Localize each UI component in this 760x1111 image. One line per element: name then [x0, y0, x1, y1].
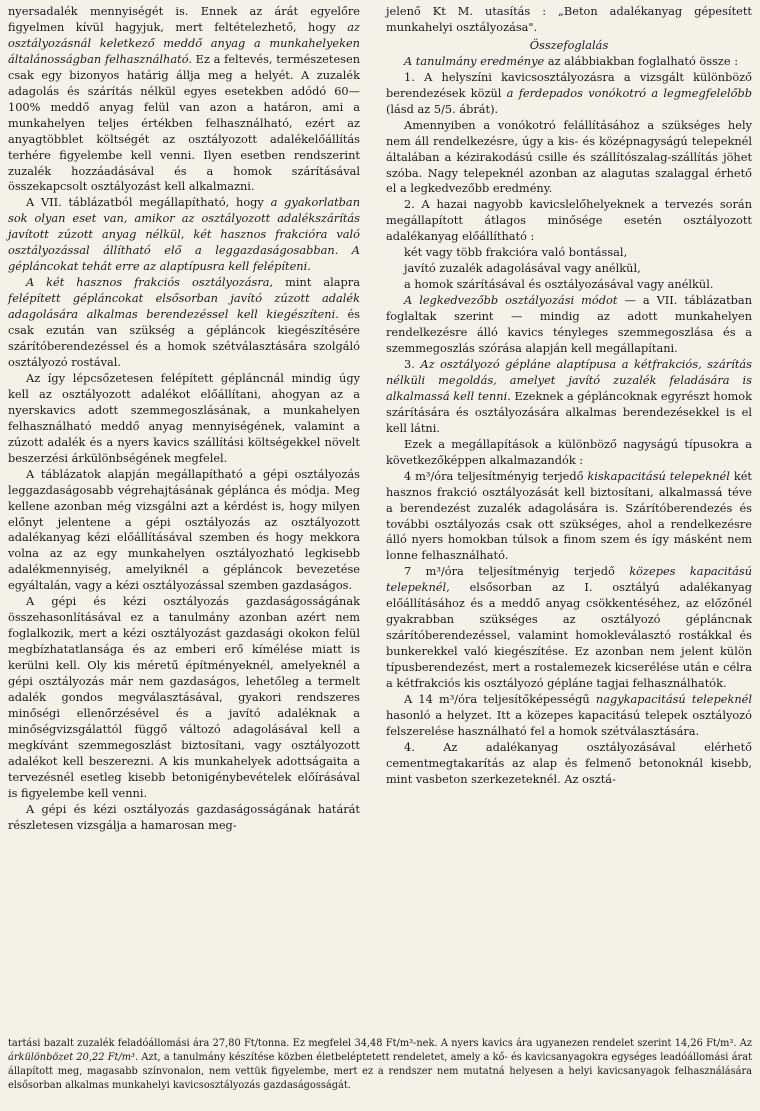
- text-run: (lásd az 5/5. ábrát).: [386, 101, 499, 116]
- paragraph: [386, 357, 752, 437]
- paragraph: [386, 564, 752, 692]
- emphasis-text: felépített gépláncokat elsősorban javító zúzott adalék adagolására alkalmas berendezéssel kell kiegészíteni.: [8, 291, 360, 322]
- text-run: Ez a feltevés, természetesen csak egy bizonyos határig állja meg a helyét. A zuzalék adagolás és szárítás nélkül egyes esetekben adódó 60—100% meddő anyag felül van azon a határon, ami a munkahelyen teljes értékben felhasználható, ezért az anyagtöbblet költségét az osztályozott adalékelőállítás terhére figyelembe kell venni. Ilyen esetben rendszerint zuzalék hozzáadásával és a homok szárításával összekapcsolt osztályozást kell alkalmazni.: [8, 51, 361, 194]
- paragraph: A táblázatok alapján megállapítható a gépi osztályozás leggazdaságosabb végrehajtásának gépláncа és módja. Meg kellene azonban még vizsgálni azt a kérdést is, hogy milyen előnyt jelentene a gépi osztályozás az osztályozott adalékanyag kézi előállításával szemben és hogy mekkora volna az az egy munkahelyen osztályozható legkisebb adalékmennyiség, amelyiknél a gépláncok bevezetése egyáltalán, vagy a kézi osztályozással szemben gazdaságos.: [8, 466, 360, 593]
- section-heading: [386, 38, 752, 54]
- emphasis-text: a ferdepados vonókotró a legmegfelelőbb: [506, 85, 752, 100]
- text-run: tartási bazalt zuzalék feladóállomási ára 27,80 Ft/tonna. Ez megfelel 34,48 Ft/m³-nek. A nyers kavics ára ugyanezen rendelet szerint 14,26 Ft/m³. Az: [8, 1038, 752, 1049]
- emphasis-text: közepes kapacitású telepeknél,: [386, 564, 753, 595]
- text-run: 7 m³/óra teljesítményig terjedő: [404, 564, 615, 579]
- paragraph: [386, 54, 752, 70]
- paragraph: Ezek a megállapítások a különböző nagyságú típusokra a következőképpen alkalmazandók :: [386, 436, 752, 467]
- emphasis-text: A két hasznos frakciós osztályozásra,: [26, 275, 274, 290]
- paragraph: [386, 692, 752, 740]
- paragraph: 2. A hazai nagyobb kavicslelőhelyeknek a tervezés során megállapított átlagos minősége esetén osztályozott adalékanyag előállítható :: [386, 197, 752, 244]
- paragraph: A gépi és kézi osztályozás gazdaságosságának összehasonlításával ez a tanulmány azonban azért nem foglalkozik, mert a kézi osztályozást gazdasági okokon felül megbízhatatlansága és az emberi erő kímélése miatt is kerülni kell. Oly kis méretű építményeknél, amelyeknél a gépi osztályozás már nem gazdaságos, lehetőleg a termelt adalék gondos megválasztásával, gyakori rendszeres minőségi ellenőrzésével és a javító adaléknak a minőségvizsgálattól függő változó adagolásával kell a megkívánt szemmegoszlást biztosítani, vagy osztályozott adalékot kell beszerezni. A kis munkahelyek adottságaita a tervezésnél esetleg kisebb betonigénybevételek előírásával is figyelembe kell venni.: [8, 594, 360, 800]
- paragraph: jelenő Kt M. utasítás : „Beton adalékanyag gépesített munkahelyi osztályozása".: [386, 4, 752, 34]
- right-column: [386, 4, 752, 788]
- paragraph: [386, 469, 752, 565]
- emphasis-text: A legkedvezőbb osztályozási módot: [404, 293, 618, 308]
- list-item: a homok szárításával és osztályozásával vagy anélkül.: [404, 277, 714, 292]
- paragraph: [8, 4, 360, 195]
- emphasis-text: nagykapacitású telepeknél: [595, 691, 752, 706]
- emphasis-text: kiskapacitású telepeknél: [587, 468, 730, 483]
- list-item: két vagy több frakcióra való bontással,: [404, 245, 628, 260]
- text-run: nyersadalék mennyiségét is. Ennek az árát egyelőre figyelmen kívül hagyjuk, mert feltételezhető, hogy: [8, 4, 360, 34]
- emphasis-text: Az osztályozó gépláne alaptípusa a kétfrakciós, szárítás nélküli megoldás, amelyet javító zuzalék feladására is alkalmassá kell tenni.: [386, 356, 752, 403]
- left-column: [8, 4, 360, 834]
- text-run: mint alapra: [285, 275, 360, 290]
- text-run: A VII. táblázatból megállapítható, hogy: [26, 195, 264, 210]
- text-run: 3.: [404, 356, 415, 371]
- text-run: hasonló a helyzet. Itt a közepes kapacitású telepek osztályozó felszerelése használható fel a homok szétválasztására.: [386, 707, 752, 738]
- paragraph: [8, 195, 360, 275]
- text-run: elsősorban az I. osztályú adalékanyag előállításához és a meddő anyag csökkentéséhez, az előzőnél gyakrabban szükséges az osztályozó gépláncnak szárítóberendezéssel, valamint homokleválasztó rostákkal és bunkerekkel való kiegészítése. Ez azonban nem jelent külön típusberendezést, mert a rostalemezek kicserélése után e célra a kétfrakciós kis osztályozó gépláne tagjai felhasználhatók.: [386, 580, 752, 691]
- text-run: két hasznos frakció osztályozását kell biztosítani, alkalmassá téve a berendezést zuzalék adagolására is. Szárítóberendezés és további osztályozás csak ott szükséges, ahol a rendelkezésre álló nyers homokban túlsok a finom szem és így másként nem lonne felhasználható.: [386, 468, 752, 563]
- text-run: — a VII. táblázatban foglaltak szerint — mindig az adott munkahelyen rendelkezésre álló kavics tényleges szemmegoszlása és a szemmegoszlás szórása alapján kell megállapítani.: [386, 293, 752, 356]
- text-run: 1. A helyszíni kavicsosztályozásra a vizsgált különböző berendezések közül: [386, 69, 752, 100]
- paragraph: Amennyiben a vonókotró felállításához a szükséges hely nem áll rendelkezésre, úgy a kis- és középnagyságú telepeknél általában a kézirakodású csille és szállítószalag-szállítás jöhet szóba. Nagy telepeknél azonban az alagutas szalaggal érhető el a legkedvezőbb eredmény.: [386, 117, 752, 196]
- paragraph: 4. Az adalékanyag osztályozásával elérhető cementmegtakarítás az alap és felmenő betonoknál kisebb, mint vasbeton szerkezeteknél. Az osztá-: [386, 739, 752, 786]
- paragraph: [386, 293, 752, 357]
- text-run: az alábbiakban foglalható össze :: [547, 53, 739, 68]
- text-run: A 14 m³/óra teljesítőképességű: [404, 691, 590, 706]
- text-run: és csak ezután van szükség a gépláncok kiegészítésére szárítóberendezéssel és a homok szétválasztására szolgáló osztályozó rostával.: [8, 307, 361, 369]
- emphasis-text: a gyakorlatban sok olyan eset van, amikor az osztályozott adalékszárítás javított zúzott anyag nélkül, két hasznos frakcióra való osztályozással állítható elő a leggazdaságosabban. A gépláncokat tehát erre az alaptípusra kell felépíteni.: [8, 195, 360, 274]
- emphasis-text: árkülönbözet 20,22 Ft/m³.: [8, 1052, 139, 1063]
- heading-text: Összefoglalás: [529, 37, 609, 52]
- text-run: 4 m³/óra teljesítményig terjedő: [404, 468, 584, 483]
- emphasis-text: az osztályozásnál keletkező meddő anyag a munkahelyeken általánosságban felhasználható.: [8, 19, 360, 66]
- paragraph: [386, 70, 752, 118]
- paragraph: A gépi és kézi osztályozás gazdaságosságának határát részletesen vizsgálja a hamarosan meg-: [8, 801, 360, 832]
- paragraph: Az így lépcsőzetesen felépített gépláncnál mindig úgy kell az osztályozott adalékot előállítani, ahogyan az a nyerskavics adott szemmegoszlásának, a munkahelyen felhasználható meddő anyag mennyiségének, valamint a zúzott adalék és a nyers kavics szállítási költségekkel növelt beszerzési árkülönbségének megfelel.: [8, 370, 360, 465]
- list-item: javító zuzalék adagolásával vagy anélkül,: [404, 261, 641, 276]
- paragraph: [8, 275, 360, 371]
- text-run: Azt, a tanulmány készítése közben életbeléptetett rendeletet, amely a kő- és kavicsanyagokra egységes leadóállomási árat állapított meg, magasabb színvonalon, nem vettük figyelembe, mert ez a rendszer nem mutatná helyesen a helyi kavicsanyagok felhasználására elsősorban alkalmas munkahelyi kavicsosztályozás gazdaságosságát.: [8, 1052, 753, 1091]
- footnote: [8, 1037, 752, 1093]
- footnote-text: [8, 1037, 752, 1093]
- text-run: Ezeknek a gépláncoknak egyrészt homok szárítására és osztályozására alkalmas berendezésekkel is el kell látni.: [386, 388, 752, 435]
- emphasis-text: A tanulmány eredménye: [404, 53, 545, 68]
